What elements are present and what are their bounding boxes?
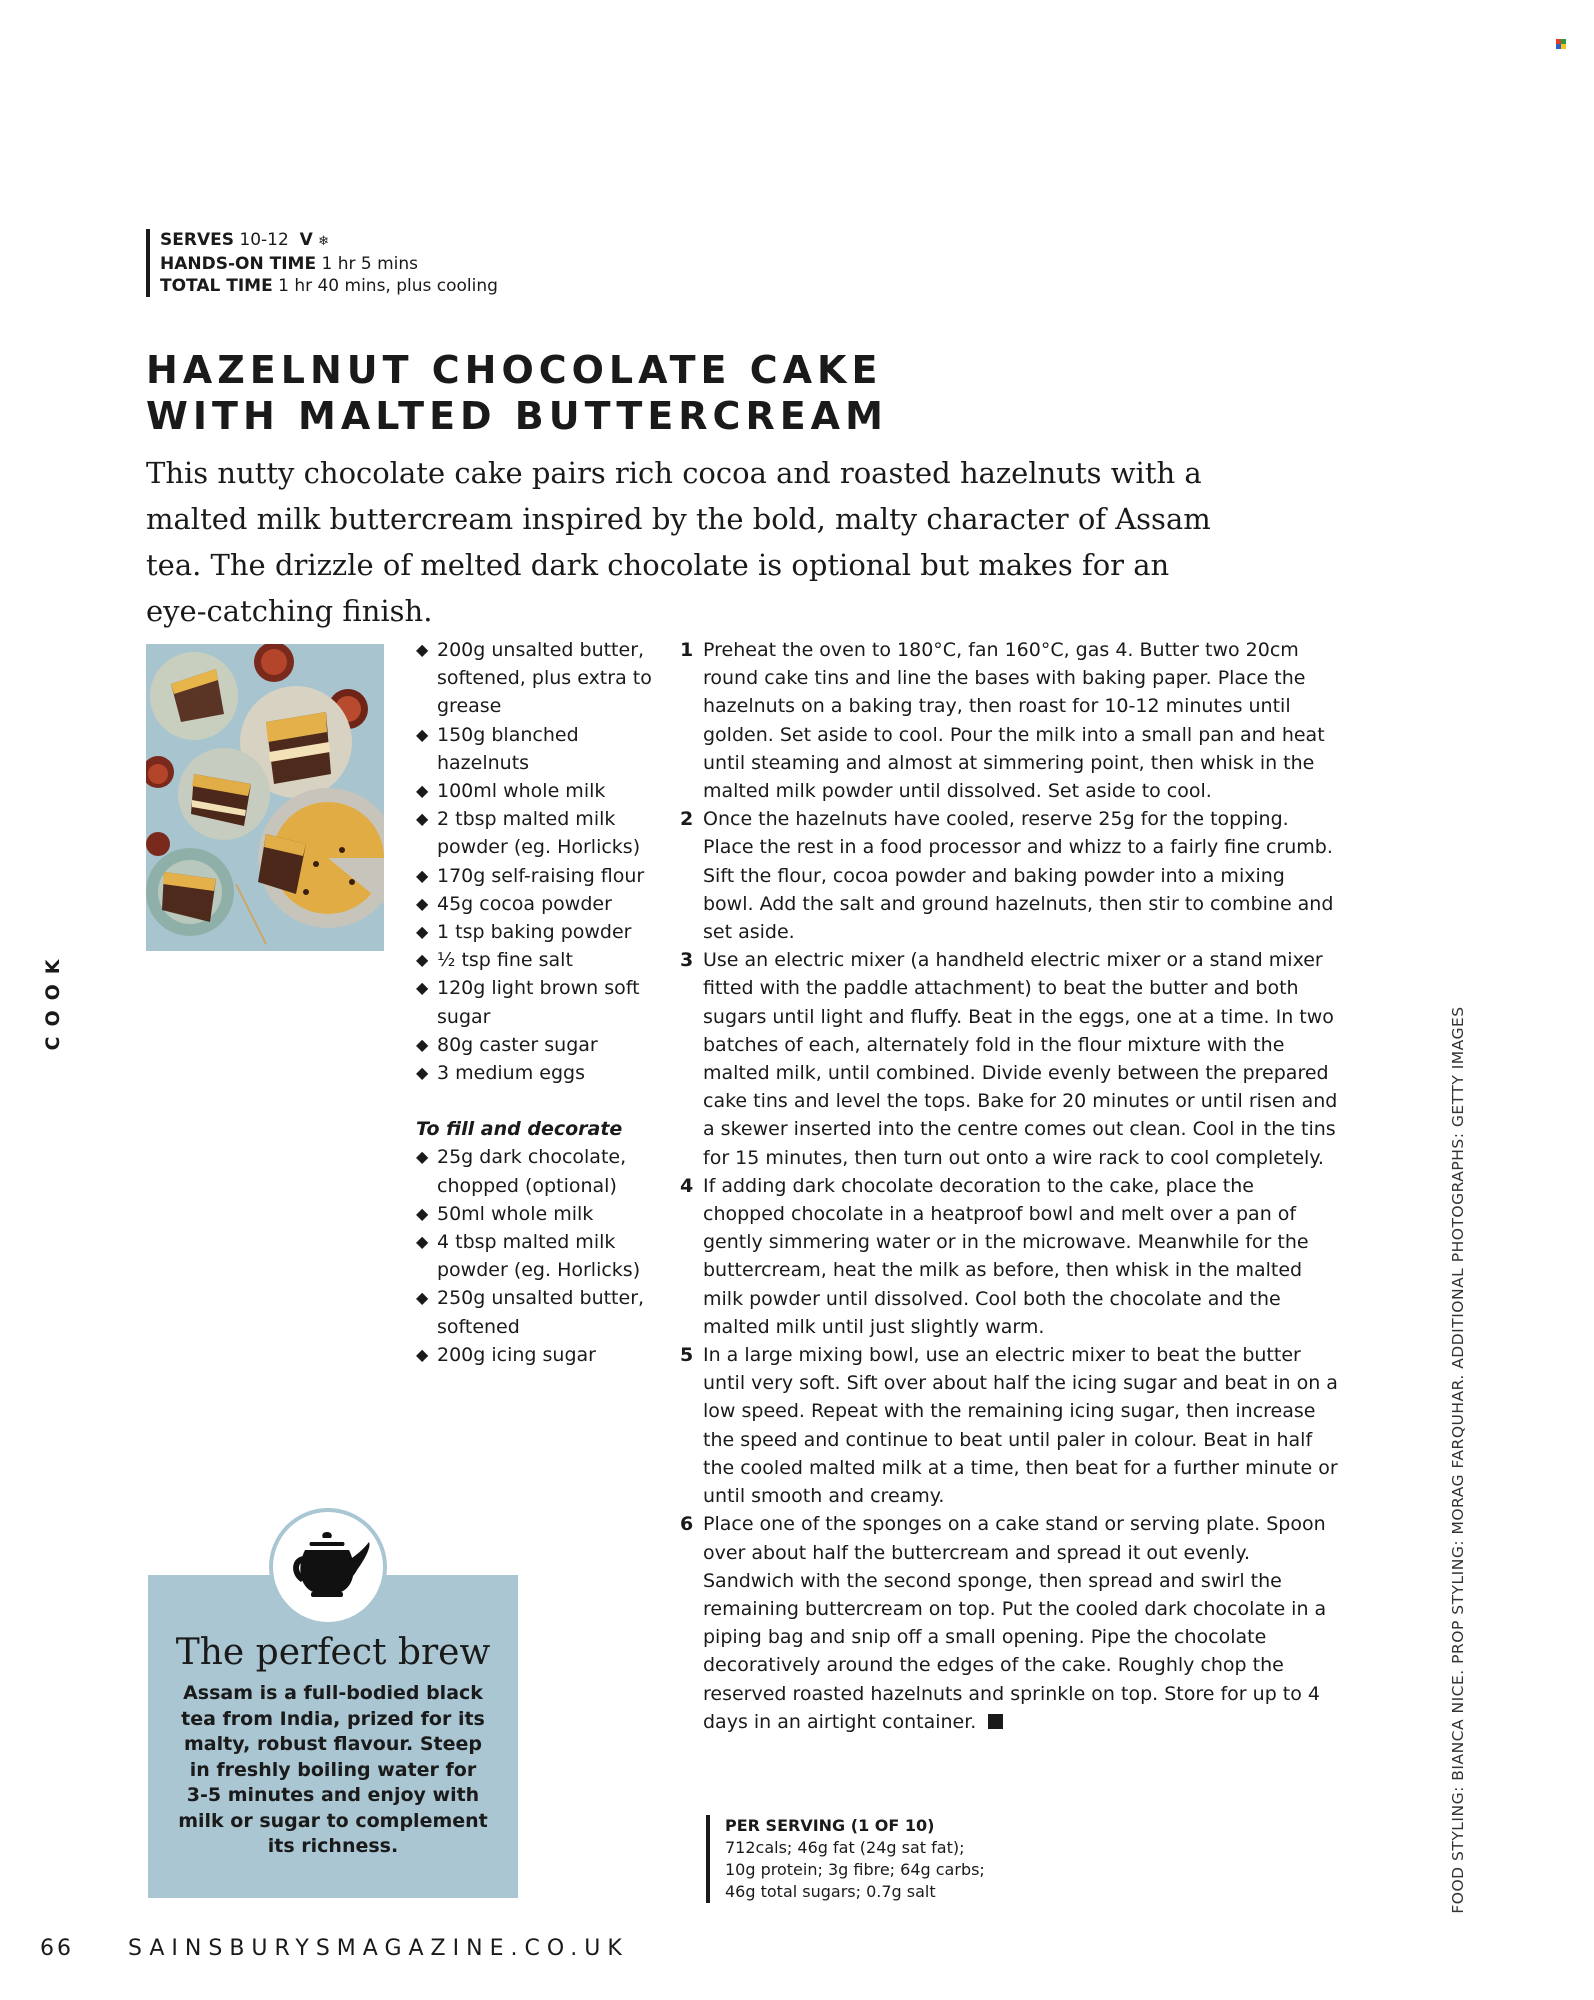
page-number: 66 xyxy=(40,1936,74,1961)
ingredient-item: ◆ 200g icing sugar xyxy=(416,1341,666,1369)
ingredient-item: ◆ 2 tbsp malted milk powder (eg. Horlicks) xyxy=(416,805,666,861)
step-number: 4 xyxy=(680,1174,694,1197)
ingredient-item: ◆ 250g unsalted butter, softened xyxy=(416,1284,666,1340)
step-text: Place one of the sponges on a cake stand or serving plate. Spoon over about half the buttercream and spread it out evenly. Sandwich with the second sponge, then spread and swirl the remaining buttercream on top. Put the cooled dark chocolate in a piping bag and snip off a small opening. Pipe the chocolate decoratively around the edges of the cake. Roughly chop the reserved roasted hazelnuts and sprinkle on top. Store for up to 4 days in an airtight container. xyxy=(703,1513,1327,1733)
nutrition-heading: PER SERVING (1 OF 10) xyxy=(725,1816,935,1835)
method-step xyxy=(680,805,1340,946)
step-text: Once the hazelnuts have cooled, reserve 25g for the topping. Place the rest in a food processor and whizz to a fairly fine crumb. Sift the flour, cocoa powder and baking powder into a mixing bowl. Add the salt and ground hazelnuts, then stir to combine and set aside. xyxy=(703,808,1334,944)
recipe-intro: This nutty chocolate cake pairs rich cocoa and roasted hazelnuts with a malted milk buttercream inspired by the bold, malty character of Assam tea. The drizzle of melted dark chocolate is optional but makes for an eye-catching finish. xyxy=(146,456,1211,628)
step-number: 1 xyxy=(680,639,694,661)
nutrition-line: 10g protein; 3g fibre; 64g carbs; xyxy=(725,1860,985,1879)
diamond-bullet-icon: ◆ xyxy=(416,1034,429,1054)
ingredient-item: ◆ 120g light brown soft sugar xyxy=(416,974,666,1030)
nutrition-info xyxy=(706,1815,985,1903)
diamond-bullet-icon: ◆ xyxy=(416,893,429,913)
ingredient-item: ◆ 1 tsp baking powder xyxy=(416,918,666,946)
ingredient-item: ◆ 200g unsalted butter, softened, plus extra to grease xyxy=(416,636,666,721)
step-number: 2 xyxy=(680,808,694,831)
step-text: In a large mixing bowl, use an electric mixer to beat the butter until very soft. Sift over about half the icing sugar and beat in on a low speed. Repeat with the remaining icing sugar, then increase the speed and continue to beat until paler in colour. Beat in half the cooled malted milk at a time, then beat for a further minute or until smooth and creamy. xyxy=(703,1344,1338,1508)
recipe-meta xyxy=(146,229,498,297)
method-step xyxy=(680,1341,1340,1510)
total-time-label: TOTAL TIME xyxy=(160,276,273,296)
diamond-bullet-icon: ◆ xyxy=(416,781,429,801)
diamond-bullet-icon: ◆ xyxy=(416,1288,429,1308)
step-number: 6 xyxy=(680,1513,694,1536)
method-step xyxy=(680,1172,1340,1341)
ingredient-item: ◆ 4 tbsp malted milk powder (eg. Horlicks) xyxy=(416,1228,666,1284)
ingredient-item: ◆ 170g self-raising flour xyxy=(416,862,666,890)
end-mark-icon xyxy=(988,1714,1003,1729)
method-step xyxy=(680,946,1340,1172)
ingredient-item: ◆ 3 medium eggs xyxy=(416,1059,666,1087)
diamond-bullet-icon: ◆ xyxy=(416,1063,429,1083)
hands-on-label: HANDS-ON TIME xyxy=(160,254,317,274)
step-text: Use an electric mixer (a handheld electric mixer or a stand mixer fitted with the paddle attachment) to beat the butter and both sugars until light and fluffy. Beat in the eggs, one at a time. In two batches of each, alternately fold in the flour mixture with the malted milk, until combined. Divide evenly between the prepared cake tins and level the tops. Bake for 20 minutes or until risen and a skewer inserted into the centre comes out clean. Cool in the tins for 15 minutes, then turn out onto a wire rack to cool completely. xyxy=(703,949,1338,1169)
brew-text: Assam is a full-bodied black tea from India, prized for its malty, robust flavour. Steep in freshly boiling water for 3-5 minutes and enjoy with milk or sugar to complement its richness. xyxy=(178,1682,488,1857)
hands-on-row xyxy=(160,253,498,275)
ingredients-list xyxy=(416,636,666,1369)
hands-on-value: 1 hr 5 mins xyxy=(321,254,419,274)
method-steps xyxy=(680,636,1340,1736)
total-time-value: 1 hr 40 mins, plus cooling xyxy=(278,276,498,296)
nutrition-line: 712cals; 46g fat (24g sat fat); xyxy=(725,1838,965,1857)
step-text: If adding dark chocolate decoration to the cake, place the chopped chocolate in a heatproof bowl and melt over a pan of gently simmering water or in the microwave. Meanwhile for the buttercream, heat the milk as before, then whisk in the malted milk powder until dissolved. Cool both the chocolate and the malted milk until just slightly warm. xyxy=(703,1174,1309,1338)
vegetarian-icon: V xyxy=(299,230,313,250)
teapot-badge xyxy=(269,1508,387,1626)
diamond-bullet-icon: ◆ xyxy=(416,1203,429,1223)
step-number: 3 xyxy=(680,949,694,972)
recipe-title xyxy=(146,347,888,439)
diamond-bullet-icon: ◆ xyxy=(416,640,429,659)
title-line-2: WITH MALTED BUTTERCREAM xyxy=(146,394,888,438)
method-step xyxy=(680,1510,1340,1736)
diamond-bullet-icon: ◆ xyxy=(416,1344,429,1364)
method-step xyxy=(680,636,1340,805)
total-time-row xyxy=(160,275,498,297)
section-label: COOK xyxy=(42,949,64,1051)
ingredient-item: ◆ 100ml whole milk xyxy=(416,777,666,805)
step-text: Preheat the oven to 180°C, fan 160°C, gas 4. Butter two 20cm round cake tins and line the bases with baking paper. Place the hazelnuts on a baking tray, then roast for 10-12 minutes until golden. Set aside to cool. Pour the milk into a small pan and heat until steaming and almost at simmering point, then whisk in the malted milk powder until dissolved. Set aside to cool. xyxy=(703,639,1325,803)
ingredient-item: ◆ 150g blanched hazelnuts xyxy=(416,721,666,777)
teapot-icon xyxy=(283,1526,373,1606)
freezable-icon: ❄ xyxy=(318,234,330,249)
diamond-bullet-icon: ◆ xyxy=(416,809,429,829)
ingredient-item: ◆ 45g cocoa powder xyxy=(416,890,666,918)
brew-title: The perfect brew xyxy=(175,1632,491,1673)
ingredient-item: ◆ ½ tsp fine salt xyxy=(416,946,666,974)
ingredient-item: ◆ 25g dark chocolate, chopped (optional) xyxy=(416,1143,666,1199)
nutrition-line: 46g total sugars; 0.7g salt xyxy=(725,1882,936,1901)
diamond-bullet-icon: ◆ xyxy=(416,724,429,744)
color-registration-mark xyxy=(1556,39,1566,49)
step-number: 5 xyxy=(680,1344,694,1367)
ingredients-subheading: To fill and decorate xyxy=(416,1118,623,1141)
ingredient-item: ◆ 50ml whole milk xyxy=(416,1200,666,1228)
diamond-bullet-icon: ◆ xyxy=(416,922,429,942)
diamond-bullet-icon: ◆ xyxy=(416,978,429,998)
diamond-bullet-icon: ◆ xyxy=(416,950,429,970)
magazine-url: SAINSBURYSMAGAZINE.CO.UK xyxy=(128,1936,629,1961)
serves-value: 10-12 xyxy=(239,230,289,250)
diamond-bullet-icon: ◆ xyxy=(416,865,429,885)
diamond-bullet-icon: ◆ xyxy=(416,1147,429,1167)
diamond-bullet-icon: ◆ xyxy=(416,1232,429,1252)
serves-label: SERVES xyxy=(160,230,234,250)
cake-photo xyxy=(146,644,384,951)
photo-credits: FOOD STYLING: BIANCA NICE. PROP STYLING: MORAG FARQUHAR. ADDITIONAL PHOTOGRAPHS: GETTY IMAGES xyxy=(1449,1006,1467,1914)
serves-row xyxy=(160,229,498,253)
ingredient-item: ◆ 80g caster sugar xyxy=(416,1031,666,1059)
title-line-1: HAZELNUT CHOCOLATE CAKE xyxy=(146,348,883,392)
